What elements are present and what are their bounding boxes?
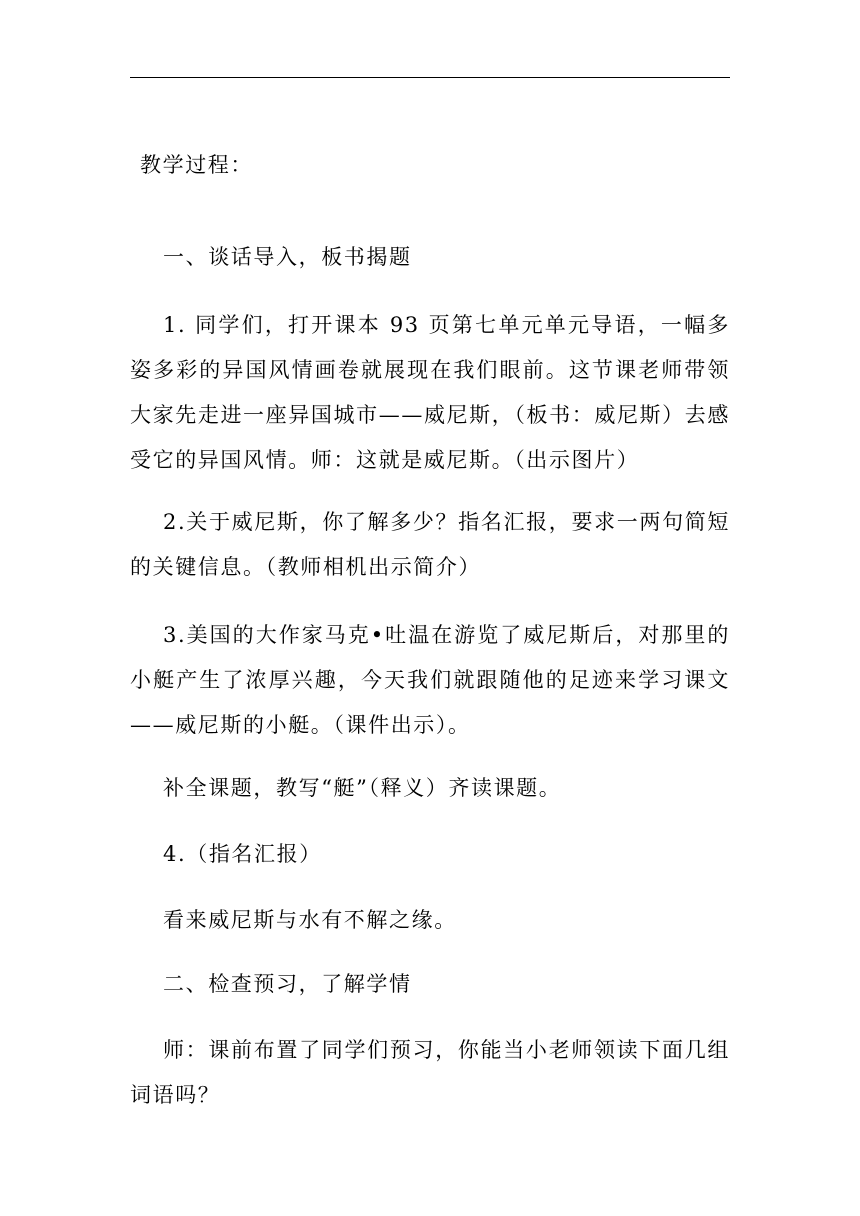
paragraph: 3.美国的大作家马克•吐温在游览了威尼斯后，对那里的小艇产生了浓厚兴趣，今天我们就跟随他的足迹来学习课文——威尼斯的小艇。（课件出示）。: [130, 623, 730, 737]
paragraph: 1. 同学们，打开课本 93 页第七单元单元导语，一幅多姿多彩的异国风情画卷就展现在我们眼前。这节课老师带领大家先走进一座异国城市——威尼斯，（板书：威尼斯）去感受它的异国风情。师：这就是威尼斯。（出示图片）: [130, 313, 730, 472]
paragraph: 补全课题，教写“艇”（释义）齐读课题。: [163, 776, 562, 800]
section-heading: 教学过程：: [140, 153, 253, 177]
header-rule: [130, 77, 730, 78]
paragraph: 一、谈话导入，板书揭题: [163, 245, 412, 269]
paragraph: 看来威尼斯与水有不解之缘。: [163, 908, 457, 932]
paragraph: 二、检查预习，了解学情: [163, 972, 412, 996]
paragraph: 2.关于威尼斯，你了解多少？指名汇报，要求一两句简短的关键信息。（教师相机出示简介）: [130, 510, 730, 579]
paragraph: 4.（指名汇报）: [163, 842, 322, 866]
paragraph: 师：课前布置了同学们预习，你能当小老师领读下面几组词语吗？: [130, 1038, 730, 1107]
